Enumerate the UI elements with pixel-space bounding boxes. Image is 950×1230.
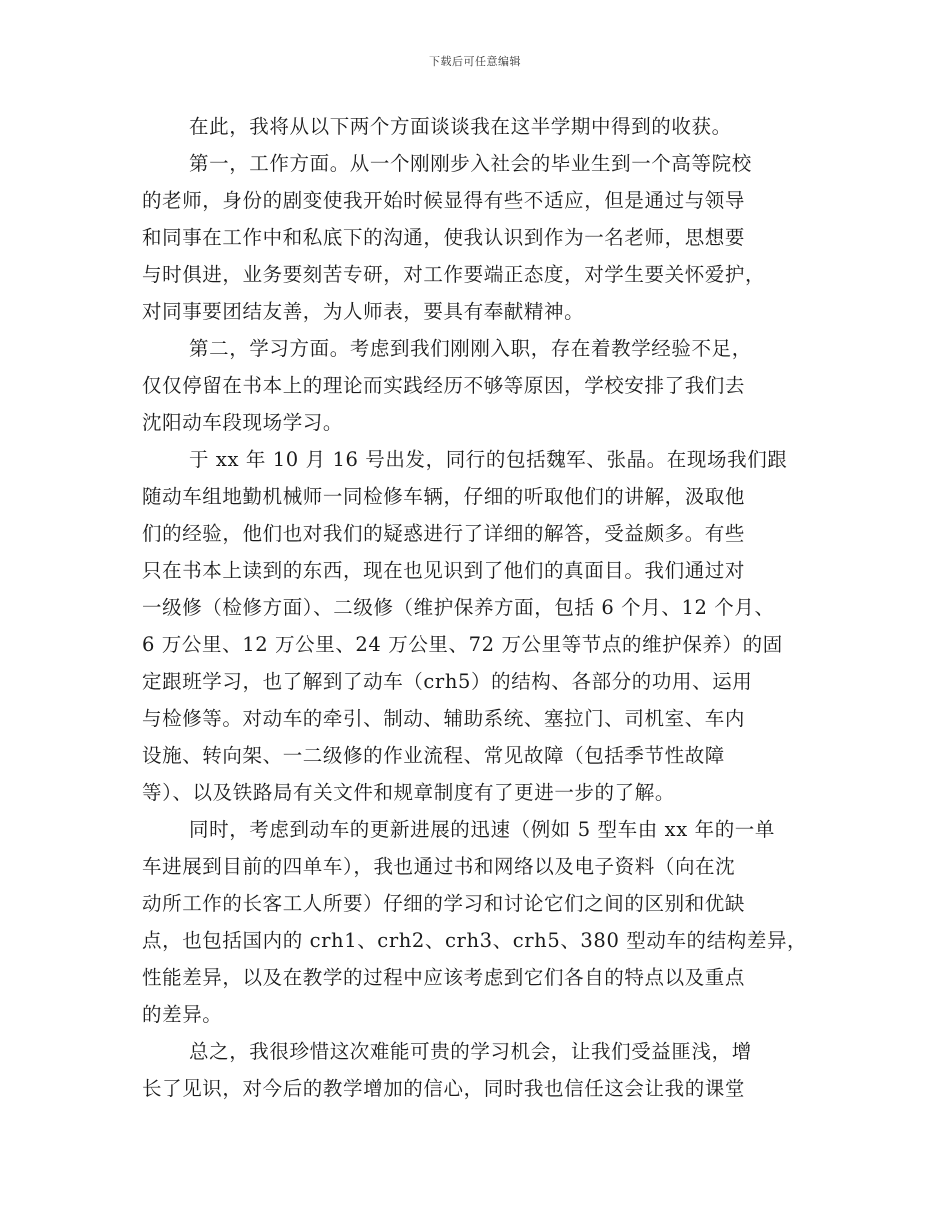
text-line: 定跟班学习，也了解到了动车（crh5）的结构、各部分的功用、运用 — [142, 670, 753, 693]
text-line: 6 万公里、12 万公里、24 万公里、72 万公里等节点的维护保养）的固 — [142, 633, 783, 656]
text-line: 长了见识，对今后的教学增加的信心，同时我也信任这会让我的课堂 — [142, 1077, 746, 1100]
text-line: 同时，考虑到动车的更新进展的迅速（例如 5 型车由 xx 年的一单 — [189, 818, 775, 841]
text-line: 动所工作的长客工人所要）仔细的学习和讨论它们之间的区别和优缺 — [142, 892, 746, 915]
text-line: 第二，学习方面。考虑到我们刚刚入职，存在着教学经验不足， — [189, 337, 752, 360]
text-line: 在此，我将从以下两个方面谈谈我在这半学期中得到的收获。 — [189, 115, 732, 138]
text-line: 于 xx 年 10 月 16 号出发，同行的包括魏军、张晶。在现场我们跟 — [189, 448, 788, 471]
page-header: 下载后可任意编辑 — [429, 55, 521, 68]
text-line: 的老师，身份的剧变使我开始时候显得有些不适应，但是通过与领导 — [142, 189, 746, 212]
text-line: 车进展到目前的四单车），我也通过书和网络以及电子资料（向在沈 — [142, 855, 736, 878]
text-line: 设施、转向架、一二级修的作业流程、常见故障（包括季节性故障 — [142, 744, 725, 767]
text-line: 与时俱进，业务要刻苦专研，对工作要端正态度，对学生要关怀爱护， — [142, 263, 766, 286]
text-line: 沈阳动车段现场学习。 — [142, 411, 344, 434]
text-line: 和同事在工作中和私底下的沟通，使我认识到作为一名老师，思想要 — [142, 226, 746, 249]
text-line: 第一，工作方面。从一个刚刚步入社会的毕业生到一个高等院校 — [189, 152, 752, 175]
text-line: 等）、以及铁路局有关文件和规章制度有了更进一步的了解。 — [142, 781, 675, 804]
text-line: 对同事要团结友善，为人师表，要具有奉献精神。 — [142, 300, 585, 323]
text-line: 性能差异，以及在教学的过程中应该考虑到它们各自的特点以及重点 — [142, 966, 746, 989]
text-line: 只在书本上读到的东西，现在也见识到了他们的真面目。我们通过对 — [142, 559, 746, 582]
text-line: 总之，我很珍惜这次难能可贵的学习机会，让我们受益匪浅，增 — [189, 1040, 752, 1063]
text-line: 仅仅停留在书本上的理论而实践经历不够等原因，学校安排了我们去 — [142, 374, 746, 397]
document-body — [142, 108, 808, 1107]
text-line: 的差异。 — [142, 1003, 223, 1026]
text-line: 与检修等。对动车的牵引、制动、辅助系统、塞拉门、司机室、车内 — [142, 707, 746, 730]
text-line: 们的经验，他们也对我们的疑惑进行了详细的解答，受益颇多。有些 — [142, 522, 746, 545]
text-line: 随动车组地勤机械师一同检修车辆，仔细的听取他们的讲解，汲取他 — [142, 485, 746, 508]
text-line: 一级修（检修方面）、二级修（维护保养方面，包括 6 个月、12 个月、 — [142, 596, 775, 619]
text-line: 点，也包括国内的 crh1、crh2、crh3、crh5、380 型动车的结构差异， — [142, 929, 808, 952]
